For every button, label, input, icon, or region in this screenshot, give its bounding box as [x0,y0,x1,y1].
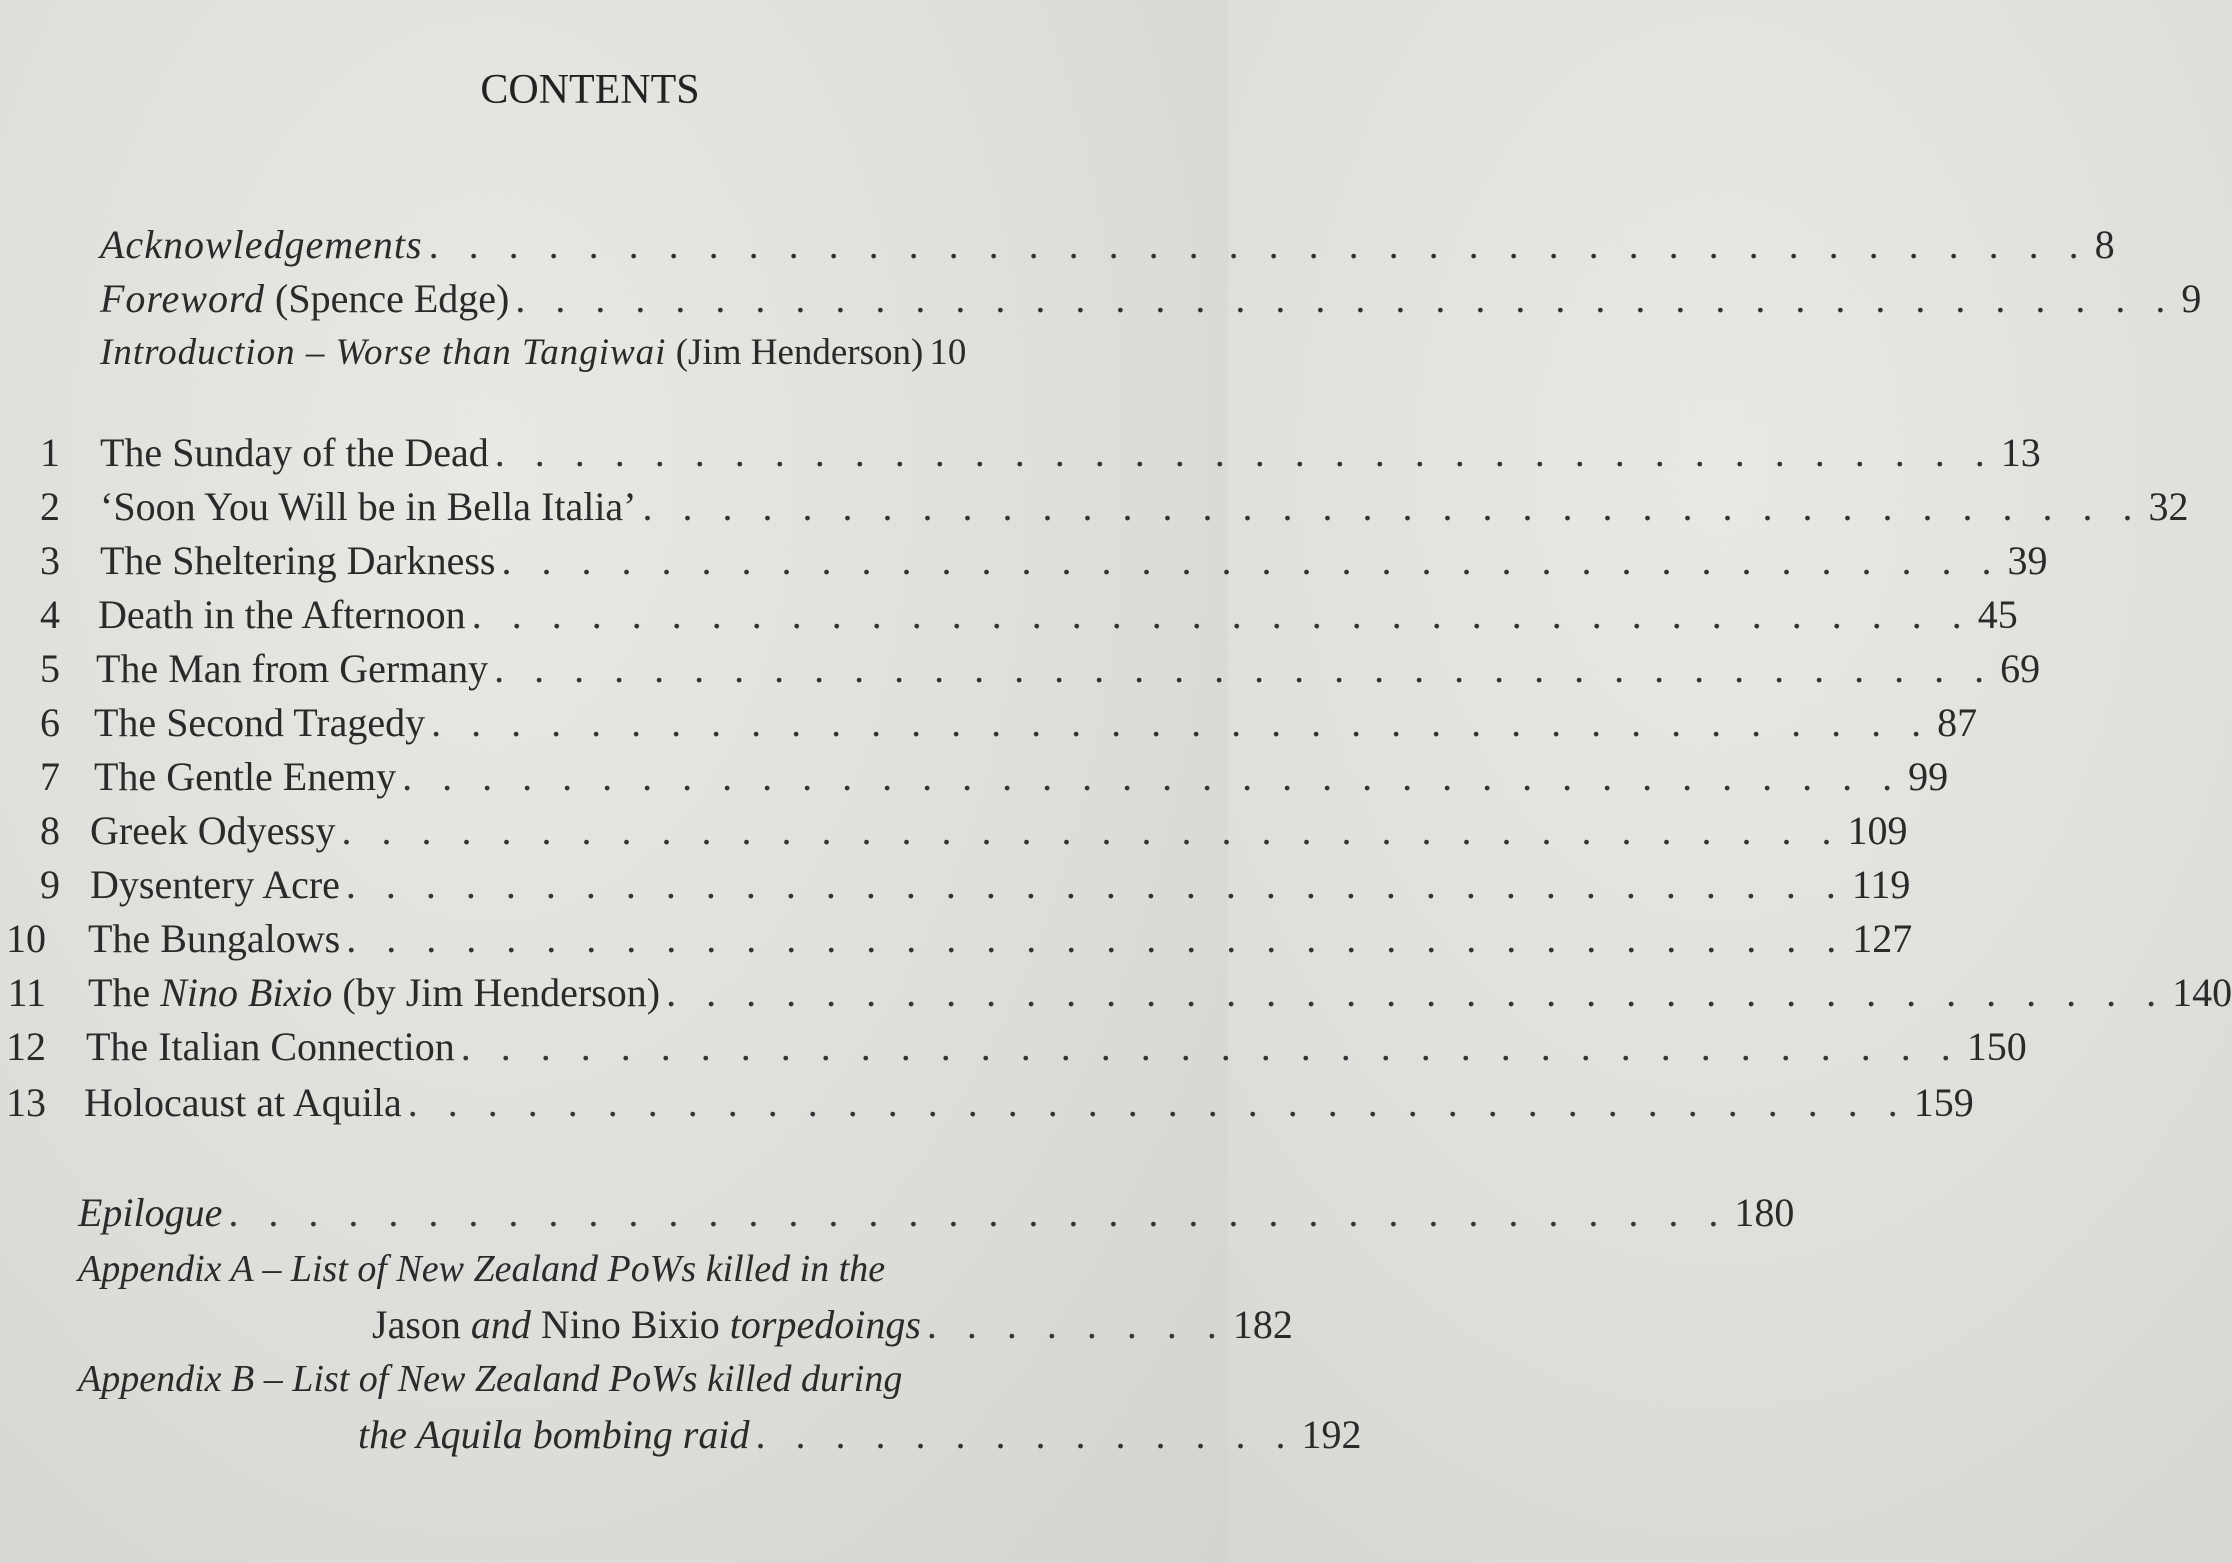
leader-dots: . . . . . . . . . . . . . . . . . . . . . . . . . . . . . . . . . . . . . . [494,430,1995,475]
leader-dots: . . . . . . . . . . . . . . . . . . . . . . . . . . . . . . . . . . . . . . [471,592,1972,637]
chapter-title: The Sheltering Darkness [100,538,496,583]
leader-dots: . . . . . . . . . . . . . . . . . . . . . . . . . . . . . . . . . . . . . . [345,862,1846,907]
toc-chapter-9[interactable] [40,860,1911,910]
toc-page-number: 45 [1977,592,2018,637]
chapter-title: Greek Odyessy [90,808,336,853]
toc-chapter-4[interactable] [40,590,2018,640]
toc-appendix-a-line-2[interactable] [372,1300,1293,1350]
chapter-title: The Man from Germany [96,646,489,691]
toc-page-number: 99 [1908,754,1949,799]
leader-dots: . . . . . . . . . . . . . . . . . . . . . . . . . . . . . . . . . . . . . . [494,646,1995,691]
toc-chapter-6[interactable] [40,698,1978,748]
toc-entry-author: (Spence Edge) [265,276,510,321]
toc-page-number: 182 [1232,1302,1293,1347]
leader-dots: . . . . . . . . . . . . . . . . . . . . . . . . . . . . . . . . . . . . . . [431,700,1932,745]
toc-chapter-13[interactable] [6,1078,1974,1128]
page-title: CONTENTS [480,67,700,113]
toc-entry-label: Foreword [100,276,266,321]
chapter-number: 9 [40,862,60,907]
toc-page-number: 109 [1847,808,1908,853]
toc-entry-label: Appendix A – List of New Zealand PoWs killed in the [78,1248,886,1290]
toc-appendix-b-line-1[interactable] [78,1354,1168,1404]
toc-foreword[interactable] [100,274,2202,324]
toc-page-number: 180 [1734,1190,1795,1235]
chapter-title: The Nino Bixio (by Jim Henderson) [88,970,661,1015]
chapter-title: The Gentle Enemy [94,754,397,799]
chapter-title: The Second Tragedy [94,700,426,745]
toc-entry-label: Acknowledgements [100,222,423,267]
leader-dots: . . . . . . . . . . . . . . . . . . . . . . . . . . . . . . . . . . . . . . . . . . [428,222,2089,267]
toc-chapter-5[interactable] [40,644,2041,694]
leader-dots: . . . . . . . . [926,1302,1227,1347]
toc-page-number: 9 [2181,276,2202,321]
chapter-number: 3 [40,538,60,583]
leader-dots: . . . . . . . . . . . . . . . . . . . . . . . . . . . . . . . . . . . . . . [341,808,1842,853]
chapter-title: Dysentery Acre [90,862,340,907]
chapter-title: The Italian Connection [86,1024,455,1069]
toc-page-number: 159 [1913,1080,1974,1125]
toc-page-number: 127 [1852,916,1913,961]
toc-chapter-3[interactable] [40,536,2048,586]
toc-chapter-7[interactable] [40,752,1949,802]
leader-dots: . . . . . . . . . . . . . . . . . . . . . . . . . . . . . . . . . . . . . . [501,538,2002,583]
toc-acknowledgements[interactable] [100,220,2115,270]
chapter-title: The Bungalows [88,916,341,961]
chapter-number: 12 [6,1024,46,1069]
leader-dots: . . . . . . . . . . . . . . . . . . . . . . . . . . . . . . . . . . . . . . [407,1080,1908,1125]
leader-dots: . . . . . . . . . . . . . . . . . . . . . . . . . . . . . . . . . . . . . . [346,916,1847,961]
leader-dots: . . . . . . . . . . . . . . . . . . . . . . . . . . . . . . . . . . . . . . [666,970,2167,1015]
toc-page-number: 140 [2172,970,2232,1015]
leader-dots: . . . . . . . . . . . . . . [755,1412,1296,1457]
toc-page-number: 13 [2000,430,2041,475]
toc-chapter-10[interactable] [6,914,1913,964]
chapter-number: 1 [40,430,60,475]
toc-chapter-1[interactable] [40,428,2041,478]
toc-page-number: 8 [2094,222,2115,267]
toc-page-number: 39 [2007,538,2048,583]
toc-appendix-b-line-2[interactable] [358,1410,1362,1460]
toc-entry-label-continued: Jason and Nino Bixio torpedoings [372,1302,921,1347]
chapter-number: 11 [7,970,46,1015]
chapter-number: 5 [40,646,60,691]
toc-chapter-8[interactable] [40,806,1908,856]
toc-page-number: 119 [1851,862,1911,907]
leader-dots: . . . . . . . . . . . . . . . . . . . . . . . . . . . . . . . . . . . . . . [460,1024,1961,1069]
toc-entry-label-continued: the Aquila bombing raid [358,1412,750,1457]
toc-chapter-2[interactable] [40,482,2189,532]
toc-chapter-12[interactable] [6,1022,2027,1072]
leader-dots: . . . . . . . . . . . . . . . . . . . . . . . . . . . . . . . . . . . . . . [642,484,2143,529]
chapter-title: Death in the Afternoon [98,592,466,637]
chapter-number: 10 [6,916,46,961]
chapter-number: 13 [6,1080,46,1125]
toc-entry-author: (Jim Henderson) [666,332,924,373]
toc-entry-label: Introduction – Worse than Tangiwai [100,332,667,373]
leader-dots: . . . . . . . . . . . . . . . . . . . . . . . . . . . . . . . . . . . . . . [402,754,1903,799]
toc-page-number: 32 [2148,484,2189,529]
toc-page-number: 69 [2000,646,2041,691]
toc-chapter-11[interactable] [7,968,2232,1018]
toc-entry-label: Appendix B – List of New Zealand PoWs killed during [78,1358,903,1400]
chapter-number: 4 [40,592,60,637]
chapter-title: Holocaust at Aquila [84,1080,402,1125]
chapter-title: The Sunday of the Dead [100,430,489,475]
chapter-number: 7 [40,754,60,799]
toc-entry-label: Epilogue [78,1190,223,1235]
toc-appendix-a-line-1[interactable] [78,1244,1168,1294]
chapter-number: 2 [40,484,60,529]
toc-page-number: 192 [1301,1412,1362,1457]
leader-dots: . . . . . . . . . . . . . . . . . . . . . . . . . . . . . . . . . . . . . . [228,1190,1729,1235]
toc-introduction[interactable] [100,328,1152,378]
toc-page-number: 10 [929,332,967,373]
chapter-title: ‘Soon You Will be in Bella Italia’ [100,484,637,529]
leader-dots: . . . . . . . . . . . . . . . . . . . . . . . . . . . . . . . . . . . . . . . . . . [515,276,2176,321]
chapter-number: 8 [40,808,60,853]
chapter-number: 6 [40,700,60,745]
toc-page-number: 150 [1966,1024,2027,1069]
toc-page-number: 87 [1937,700,1978,745]
toc-epilogue[interactable] [78,1188,1795,1238]
